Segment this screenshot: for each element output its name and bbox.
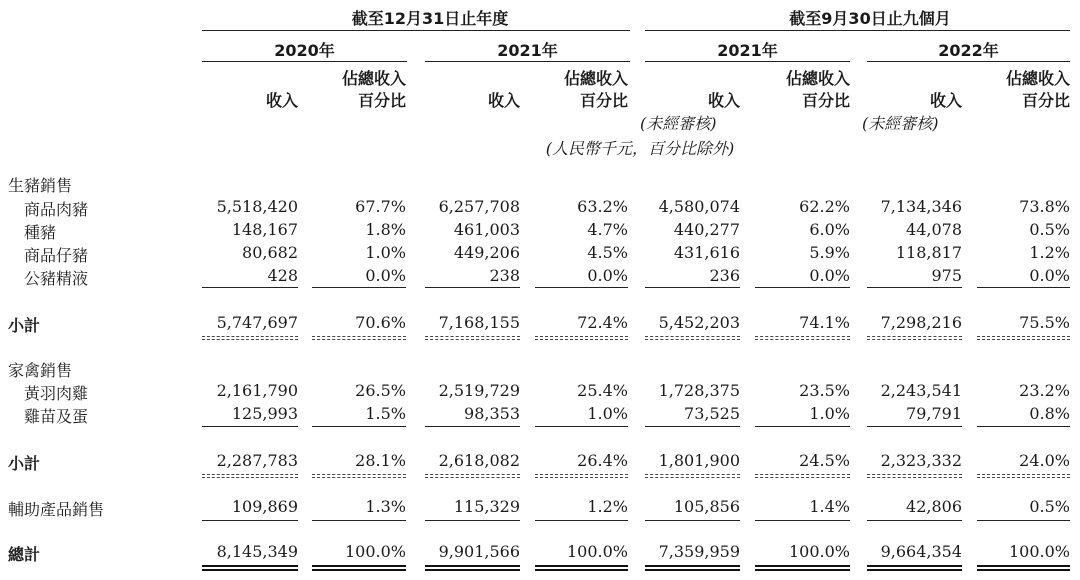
table-cell: 2,519,729	[438, 381, 520, 400]
table-cell: 0.0%	[1029, 266, 1070, 285]
row-label: 小計	[8, 454, 41, 473]
table-cell: 23.5%	[799, 381, 850, 400]
row-label: 商品仔豬	[24, 246, 89, 265]
table-cell: 73.8%	[1019, 197, 1070, 216]
table-cell: 4,580,074	[658, 197, 740, 216]
rule-below-total	[645, 565, 740, 571]
table-cell: 238	[489, 266, 520, 285]
rule-below-subtotal	[755, 336, 850, 340]
table-cell: 9,664,354	[880, 542, 962, 561]
table-cell: 1.0%	[365, 243, 406, 262]
rule-below-subtotal	[867, 474, 962, 478]
rule-below-subtotal	[425, 336, 520, 340]
rule-below-total	[755, 565, 850, 571]
table-cell: 1,728,375	[658, 381, 740, 400]
table-cell: 1.8%	[365, 220, 406, 239]
column-header-pct-line2: 百分比	[1021, 91, 1070, 110]
rule-below-subtotal	[645, 474, 740, 478]
table-cell: 5,518,420	[216, 197, 298, 216]
table-cell: 25.4%	[577, 381, 628, 400]
rule-above-total	[202, 520, 298, 521]
rule-above-subtotal	[867, 287, 962, 288]
table-cell: 62.2%	[799, 197, 850, 216]
table-cell: 100.0%	[344, 542, 406, 561]
column-header-pct-line1: 佔總收入	[1005, 69, 1070, 88]
table-cell: 72.4%	[577, 313, 628, 332]
rule-above-subtotal	[755, 426, 850, 427]
table-cell: 8,145,349	[216, 542, 298, 561]
table-cell: 80,682	[242, 243, 298, 262]
table-cell: 0.0%	[365, 266, 406, 285]
rule-above-subtotal	[535, 426, 628, 427]
table-cell: 24.5%	[799, 451, 850, 470]
rule-above-total	[645, 520, 740, 521]
table-cell: 118,817	[895, 243, 962, 262]
table-cell: 1,801,900	[658, 451, 740, 470]
rule-below-subtotal	[202, 336, 298, 340]
table-cell: 115,329	[453, 497, 520, 516]
table-cell: 428	[267, 266, 298, 285]
column-header-revenue: 收入	[487, 91, 520, 110]
row-label: 小計	[8, 316, 41, 335]
rule-above-subtotal	[645, 426, 740, 427]
table-cell: 7,134,346	[880, 197, 962, 216]
table-cell: 74.1%	[799, 313, 850, 332]
column-header-pct-line2: 百分比	[579, 91, 628, 110]
table-cell: 109,869	[231, 497, 298, 516]
unit-note: (人民幣千元，百分比除外)	[545, 139, 735, 158]
rule-above-total	[425, 520, 520, 521]
group-underline-nine-months	[645, 30, 1070, 31]
rule-below-total	[202, 565, 298, 571]
rule-below-subtotal	[535, 336, 628, 340]
rule-below-subtotal	[867, 336, 962, 340]
table-cell: 1.2%	[1029, 243, 1070, 262]
table-cell: 73,525	[684, 404, 740, 423]
rule-below-total	[535, 565, 628, 571]
table-cell: 2,243,541	[880, 381, 962, 400]
row-label: 雞苗及蛋	[24, 407, 89, 426]
section-label: 家禽銷售	[8, 361, 73, 380]
row-label: 商品肉豬	[24, 200, 89, 219]
group-header-nine-months: 截至9月30日止九個月	[789, 9, 951, 28]
table-cell: 2,323,332	[880, 451, 962, 470]
table-cell: 1.4%	[809, 497, 850, 516]
rule-above-total	[312, 520, 406, 521]
rule-above-subtotal	[312, 426, 406, 427]
table-cell: 461,003	[453, 220, 520, 239]
rule-below-subtotal	[202, 474, 298, 478]
table-cell: 449,206	[453, 243, 520, 262]
rule-below-subtotal	[535, 474, 628, 478]
table-cell: 125,993	[231, 404, 298, 423]
table-cell: 79,791	[906, 404, 962, 423]
column-header-revenue: 收入	[929, 91, 962, 110]
table-cell: 440,277	[673, 220, 740, 239]
rule-above-subtotal	[977, 287, 1070, 288]
year-underline	[425, 61, 630, 62]
column-header-pct-line1: 佔總收入	[785, 69, 850, 88]
rule-above-subtotal	[535, 287, 628, 288]
table-cell: 1.0%	[587, 404, 628, 423]
rule-above-subtotal	[867, 426, 962, 427]
table-cell: 26.5%	[355, 381, 406, 400]
table-cell: 24.0%	[1019, 451, 1070, 470]
rule-above-total	[867, 520, 962, 521]
rule-below-subtotal	[312, 336, 406, 340]
rule-above-subtotal	[425, 426, 520, 427]
table-cell: 2,618,082	[438, 451, 520, 470]
table-cell: 1.0%	[809, 404, 850, 423]
table-cell: 7,168,155	[438, 313, 520, 332]
table-cell: 44,078	[906, 220, 962, 239]
table-cell: 4.7%	[587, 220, 628, 239]
table-cell: 6.0%	[809, 220, 850, 239]
row-label: 種豬	[24, 223, 57, 242]
year-header-2021-full: 2021年	[497, 41, 558, 60]
rule-below-subtotal	[977, 336, 1070, 340]
table-cell: 1.3%	[365, 497, 406, 516]
year-header-2021-nine: 2021年	[717, 41, 778, 60]
table-cell: 23.2%	[1019, 381, 1070, 400]
table-cell: 9,901,566	[438, 542, 520, 561]
year-header-2020: 2020年	[274, 41, 335, 60]
column-header-pct-line1: 佔總收入	[341, 69, 406, 88]
table-cell: 6,257,708	[438, 197, 520, 216]
table-cell: 5,747,697	[216, 313, 298, 332]
year-header-2022: 2022年	[938, 41, 999, 60]
table-cell: 5,452,203	[658, 313, 740, 332]
unaudited-note: (未經審核)	[862, 114, 939, 133]
section-label: 生豬銷售	[8, 176, 73, 195]
rule-above-subtotal	[202, 287, 298, 288]
table-cell: 70.6%	[355, 313, 406, 332]
table-cell: 67.7%	[355, 197, 406, 216]
group-header-full-year: 截至12月31日止年度	[351, 9, 509, 28]
table-cell: 0.0%	[809, 266, 850, 285]
column-header-pct-line1: 佔總收入	[563, 69, 628, 88]
table-cell: 5.9%	[809, 243, 850, 262]
column-header-pct-line2: 百分比	[801, 91, 850, 110]
group-underline-full-year	[202, 30, 630, 31]
table-cell: 1.5%	[365, 404, 406, 423]
table-cell: 0.5%	[1029, 220, 1070, 239]
rule-above-total	[755, 520, 850, 521]
table-cell: 28.1%	[355, 451, 406, 470]
row-label: 輔助產品銷售	[8, 500, 105, 519]
row-label: 總計	[8, 545, 41, 564]
table-cell: 100.0%	[788, 542, 850, 561]
table-cell: 7,359,959	[658, 542, 740, 561]
rule-below-total	[312, 565, 406, 571]
table-cell: 26.4%	[577, 451, 628, 470]
table-cell: 2,161,790	[216, 381, 298, 400]
column-header-revenue: 收入	[265, 91, 298, 110]
table-cell: 42,806	[906, 497, 962, 516]
column-header-pct-line2: 百分比	[357, 91, 406, 110]
table-cell: 4.5%	[587, 243, 628, 262]
rule-above-subtotal	[425, 287, 520, 288]
rule-above-subtotal	[312, 287, 406, 288]
rule-above-subtotal	[755, 287, 850, 288]
table-cell: 431,616	[673, 243, 740, 262]
year-underline	[645, 61, 850, 62]
rule-below-total	[977, 565, 1070, 571]
table-cell: 148,167	[231, 220, 298, 239]
row-label: 公豬精液	[24, 269, 89, 288]
rule-below-total	[867, 565, 962, 571]
table-cell: 7,298,216	[880, 313, 962, 332]
rule-above-subtotal	[977, 426, 1070, 427]
table-cell: 0.8%	[1029, 404, 1070, 423]
table-cell: 100.0%	[1008, 542, 1070, 561]
table-cell: 1.2%	[587, 497, 628, 516]
rule-below-subtotal	[977, 474, 1070, 478]
table-cell: 98,353	[464, 404, 520, 423]
rule-above-subtotal	[202, 426, 298, 427]
table-cell: 975	[931, 266, 962, 285]
rule-above-total	[535, 520, 628, 521]
rule-below-total	[425, 565, 520, 571]
table-cell: 105,856	[673, 497, 740, 516]
table-cell: 2,287,783	[216, 451, 298, 470]
unaudited-note: (未經審核)	[640, 114, 717, 133]
rule-above-subtotal	[645, 287, 740, 288]
table-cell: 63.2%	[577, 197, 628, 216]
table-cell: 236	[709, 266, 740, 285]
table-cell: 0.5%	[1029, 497, 1070, 516]
rule-below-subtotal	[645, 336, 740, 340]
rule-below-subtotal	[755, 474, 850, 478]
column-header-revenue: 收入	[707, 91, 740, 110]
rule-below-subtotal	[425, 474, 520, 478]
table-cell: 0.0%	[587, 266, 628, 285]
year-underline	[867, 61, 1070, 62]
year-underline	[202, 61, 407, 62]
table-cell: 75.5%	[1019, 313, 1070, 332]
rule-above-total	[977, 520, 1070, 521]
rule-below-subtotal	[312, 474, 406, 478]
table-cell: 100.0%	[566, 542, 628, 561]
row-label: 黃羽肉雞	[24, 384, 89, 403]
